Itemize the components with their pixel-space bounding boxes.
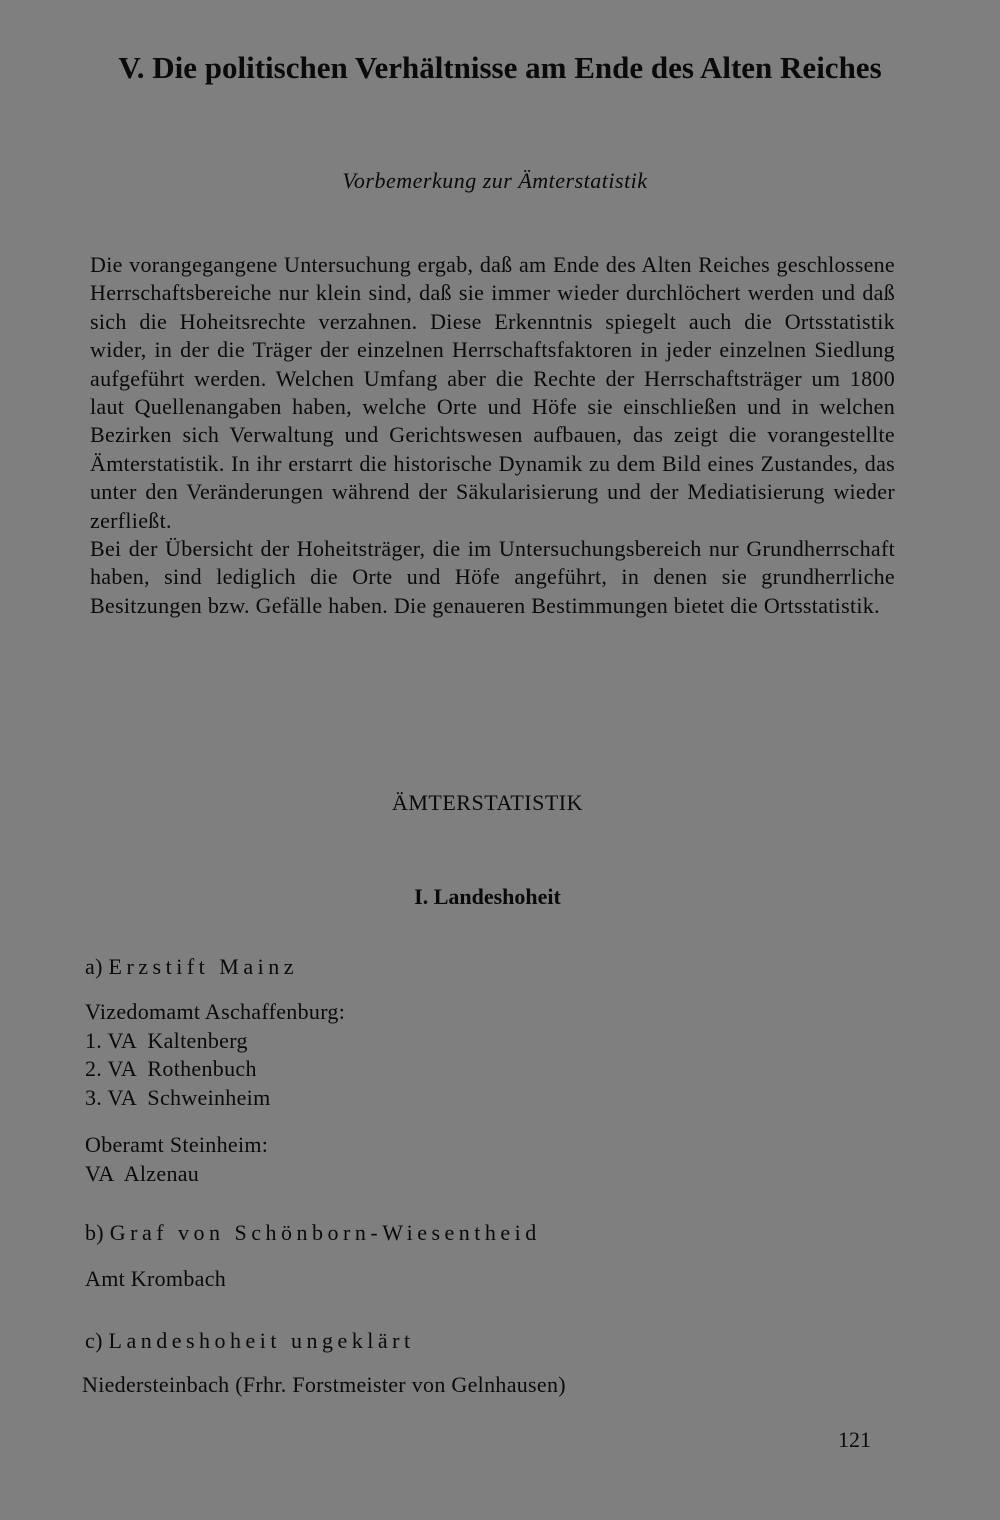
group-b-heading (85, 1219, 541, 1248)
paragraph-1: Die vorangegangene Untersuchung ergab, daß am Ende des Alten Reiches geschlossene Herrschaftsbereiche nur klein sind, daß sie immer wieder durchlöchert werden und daß sich die Hoheitsrechte verzahnen. Diese Erkenntnis spiegelt auch die Ortsstatistik wider, in der die Träger der einzelnen Herrschaftsfaktoren in jeder einzelnen Siedlung aufgeführt werden. Welchen Umfang aber die Rechte der Herrschaftsträger um 1800 laut Quellenangaben haben, welche Orte und Höfe sie einschließen und in welchen Bezirken sich Verwaltung und Gerichtswesen aufbauen, das zeigt die vorangestellte Ämterstatistik. In ihr erstarrt die historische Dynamik zu dem Bild eines Zustandes, das unter den Veränderungen während der Säkularisierung und der Mediatisierung wieder zerfließt. (90, 252, 895, 533)
list-item: 1. VA Kaltenberg (85, 1027, 248, 1053)
chapter-title: V. Die politischen Verhältnisse am Ende des Alten Reiches (118, 50, 882, 85)
section-heading: ÄMTERSTATISTIK (391, 790, 583, 815)
group-c-items (82, 1371, 566, 1400)
subtitle: Vorbemerkung zur Ämterstatistik (342, 168, 648, 193)
list-item: 3. VA Schweinheim (85, 1084, 271, 1110)
group-b-title: Graf von Schönborn-Wiesentheid (109, 1220, 541, 1245)
subsection-heading: I. Landeshoheit (414, 884, 561, 909)
list-item: 2. VA Rothenbuch (85, 1056, 257, 1081)
group-a-vizedomamt (85, 998, 345, 1112)
group-c-label: c) (85, 1328, 103, 1353)
group-c-heading (85, 1327, 415, 1356)
group-b-label: b) (85, 1220, 104, 1245)
page-number: 121 (838, 1427, 871, 1452)
group-b-items (85, 1265, 226, 1294)
group-a-oberamt (85, 1131, 268, 1188)
group-c-title: Landeshoheit ungeklärt (108, 1328, 415, 1353)
group-a-title: Erzstift Mainz (108, 954, 298, 979)
group-a-heading (85, 953, 298, 982)
list-item: Amt Krombach (85, 1266, 227, 1291)
list-item: VA Alzenau (85, 1160, 200, 1186)
paragraph-2: Bei der Übersicht der Hoheitsträger, die im Untersuchungsbereich nur Grundherrschaft haben, sind lediglich die Orte und Höfe angeführt, in denen sie grundherrliche Besitzungen bzw. Gefälle haben. Die genaueren Bestimmungen bietet die Ortsstatistik. (90, 536, 895, 618)
group-a-label: a) (85, 954, 103, 979)
vizedomamt-heading: Vizedomamt Aschaffenburg: (85, 999, 346, 1024)
intro-text (90, 251, 895, 620)
oberamt-heading: Oberamt Steinheim: (85, 1132, 269, 1157)
list-item: Niedersteinbach (Frhr. Forstmeister von Gelnhausen) (82, 1372, 566, 1397)
